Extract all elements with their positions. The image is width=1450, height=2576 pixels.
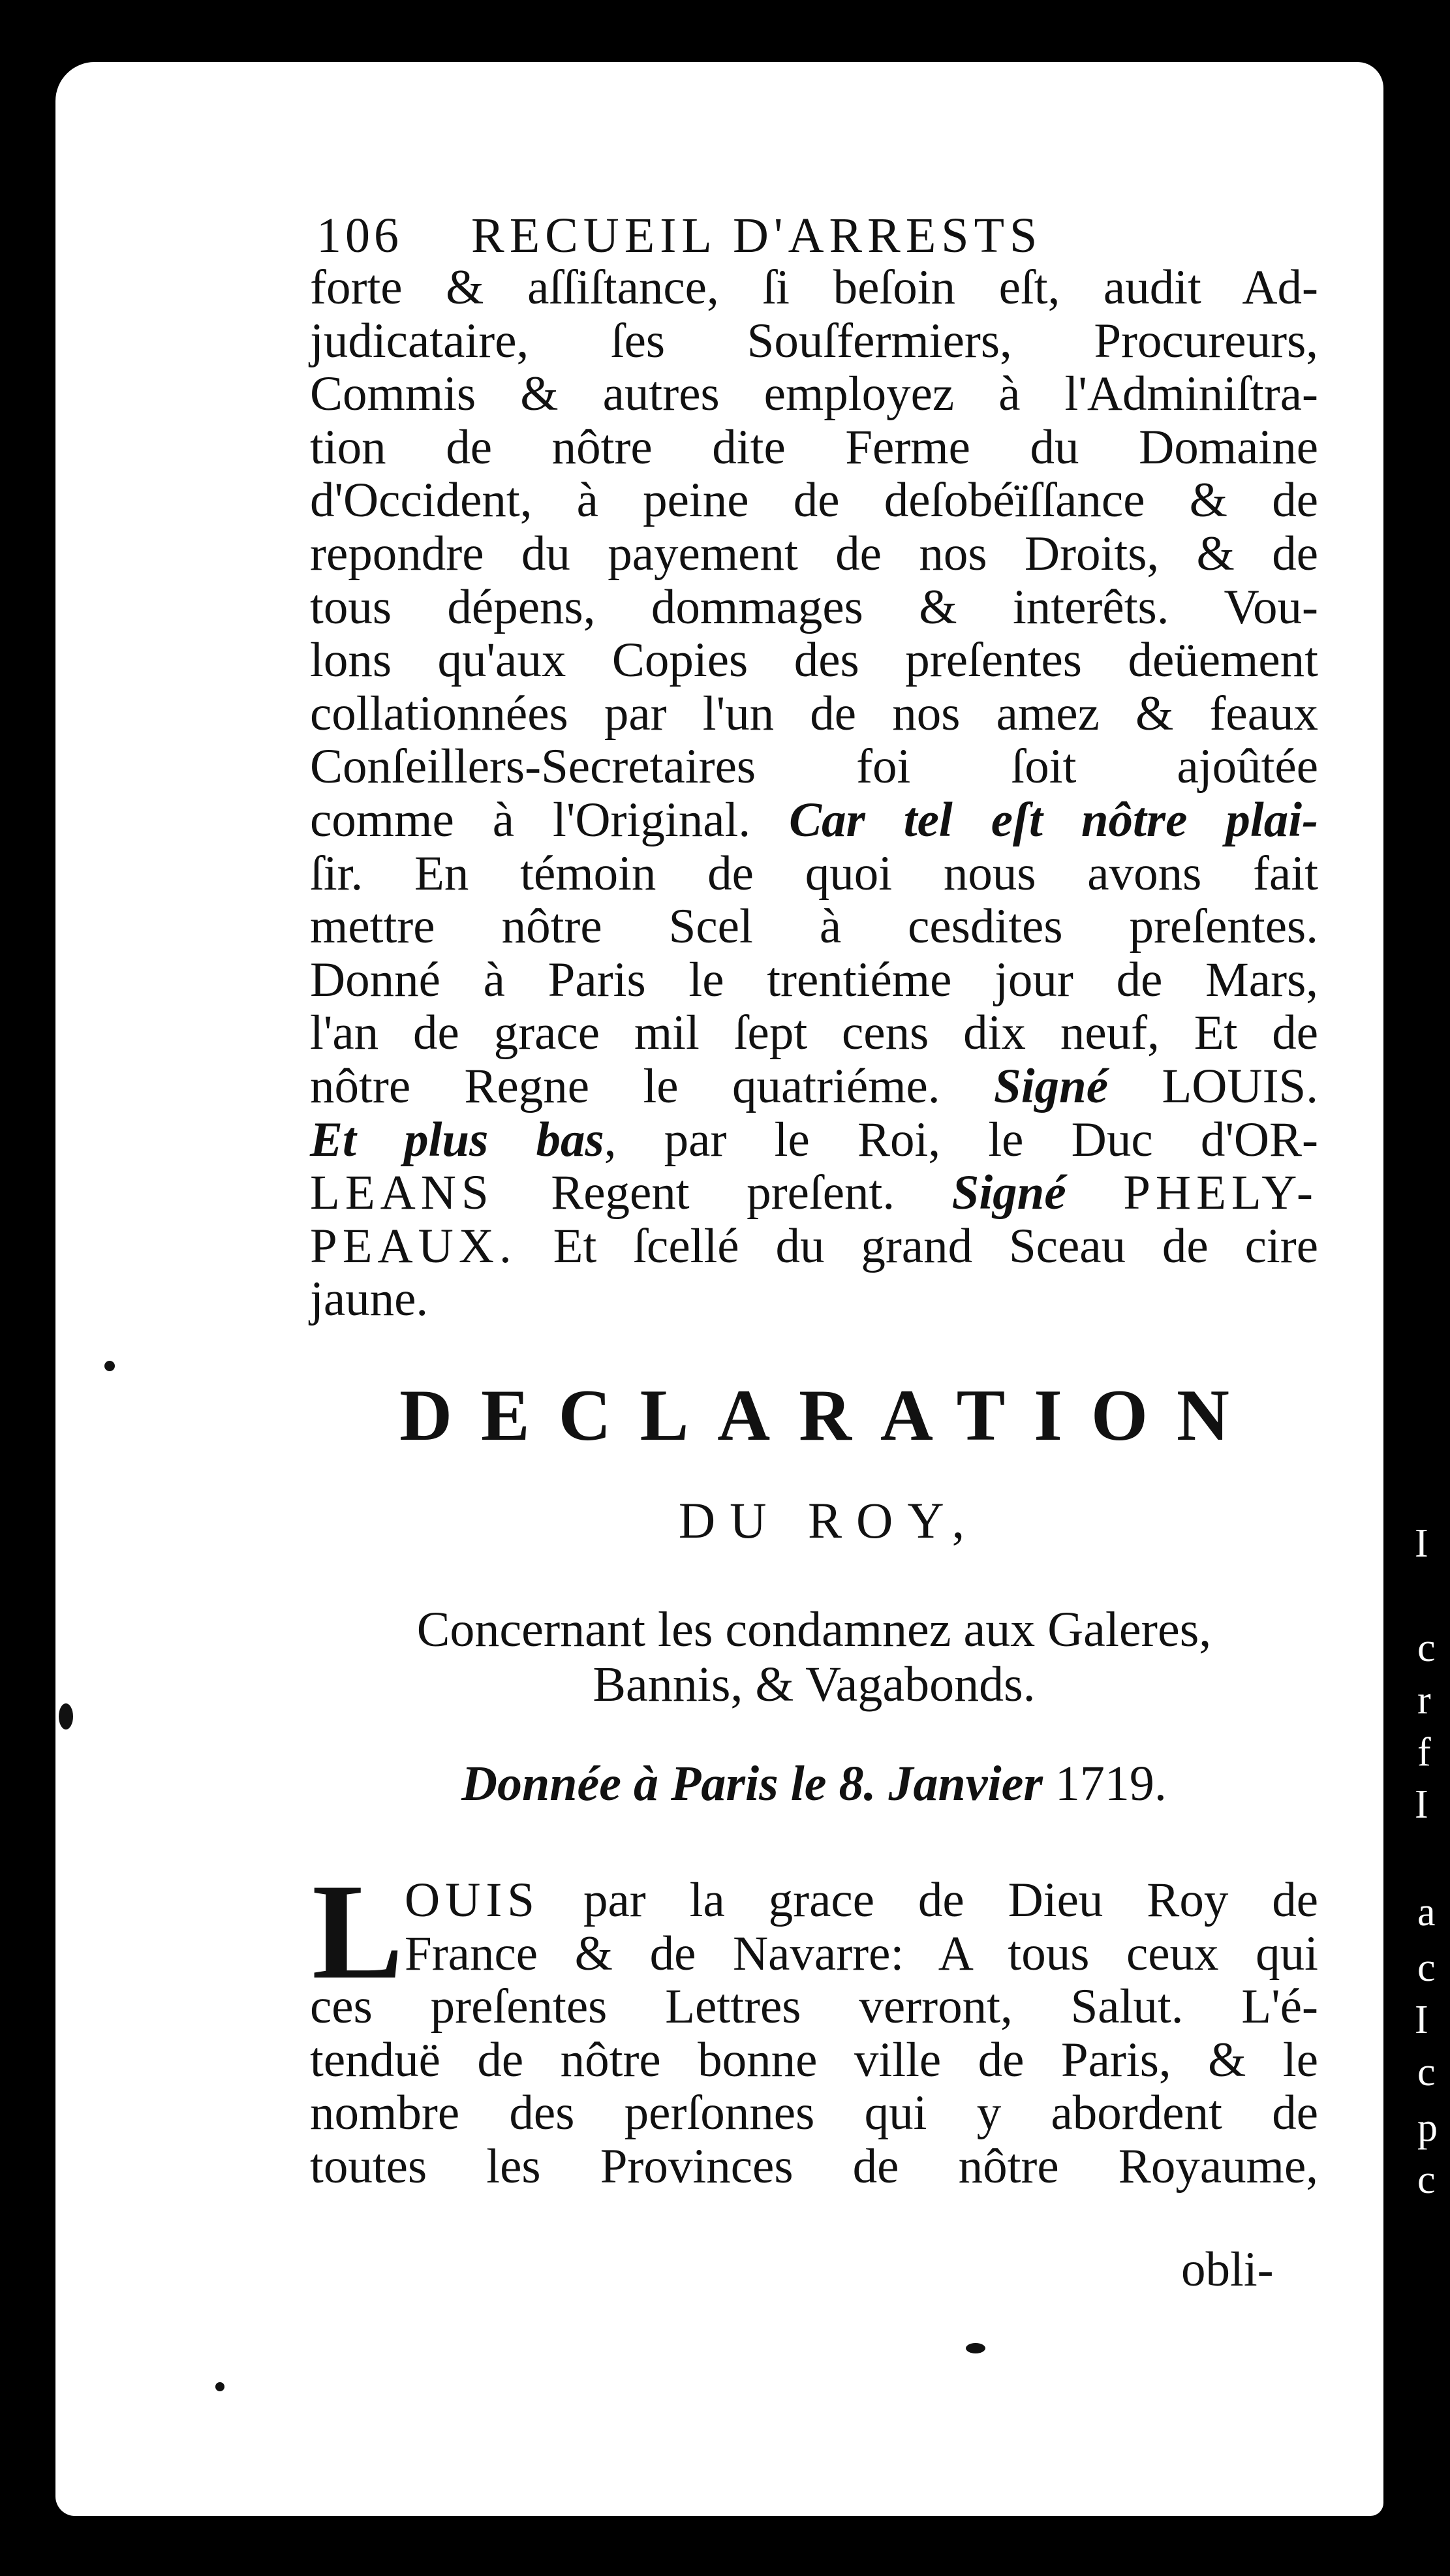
text-line: repondre du payement de nos Droits, & de — [310, 526, 1318, 581]
text-line: d'Occident, à peine de deſobéïſſance & de — [310, 473, 1318, 528]
text-line: tous dépens, dommages & interêts. Vou- — [310, 580, 1318, 634]
declaration-title: DECLARATION — [399, 1375, 1258, 1456]
text-line: Et plus bas, par le Roi, le Duc d'OR- — [310, 1112, 1318, 1167]
text-line: ſir. En témoin de quoi nous avons fait — [310, 846, 1318, 901]
text-line: forte & aſſiſtance, ſi beſoin eſt, audit Ad- — [310, 260, 1318, 315]
facing-page-letter: p — [1417, 2105, 1438, 2150]
facing-page-letter: I — [1415, 1782, 1428, 1827]
catchword: obli- — [1181, 2242, 1274, 2297]
text-line: lons qu'aux Copies des preſentes deüement — [310, 633, 1318, 688]
text-line: LEANS Regent preſent. Signé PHELY- — [310, 1166, 1319, 1220]
facing-page-letter: c — [1417, 1946, 1436, 1990]
text-line: nôtre Regne le quatriéme. Signé LOUIS. — [310, 1059, 1319, 1113]
text-line: jaune. — [310, 1272, 429, 1327]
text-line: mettre nôtre Scel à cesdites preſentes. — [310, 899, 1318, 954]
facing-page-letter: r — [1417, 1678, 1431, 1722]
page-number: 106 — [316, 208, 403, 263]
ink-spot — [215, 2382, 224, 2391]
text-line: France & de Navarre: A tous ceux qui — [405, 1926, 1318, 1981]
facing-page-letter: f — [1417, 1730, 1431, 1775]
ink-spot — [966, 2343, 985, 2353]
text-line: tion de nôtre dite Ferme du Domaine — [310, 420, 1318, 474]
text-line: Commis & autres employez à l'Adminiſtra- — [310, 367, 1318, 422]
subject-line: Bannis, & Vagabonds. — [593, 1657, 1036, 1712]
subject-heading — [310, 1602, 1318, 1712]
facing-page-letter: I — [1415, 1521, 1428, 1566]
text-line: toutes les Provinces de nôtre Royaume, — [310, 2139, 1318, 2194]
facing-page-letter: I — [1415, 1998, 1428, 2042]
text-line: PEAUX. Et ſcellé du grand Sceau de cire — [310, 1218, 1318, 1273]
date-line — [310, 1756, 1318, 1812]
ink-spot — [104, 1361, 115, 1371]
facing-page-letter: c — [1417, 2158, 1436, 2202]
text-line: OUIS par la grace de Dieu Roy de — [405, 1873, 1319, 1927]
text-line: Donné à Paris le trentiéme jour de Mars, — [310, 952, 1318, 1007]
running-title: RECUEIL D'ARRESTS — [471, 208, 1043, 263]
italic-phrase: Car tel eſt nôtre plai- — [789, 792, 1319, 847]
declaration-subtitle: DU ROY, — [678, 1492, 980, 1549]
continued-text — [310, 261, 1318, 1326]
text-line: judicataire, ſes Souſfermiers, Procureurs, — [310, 313, 1318, 368]
text-line: collationnées par l'un de nos amez & feaux — [310, 686, 1318, 741]
text-line: tenduë de nôtre bonne ville de Paris, & le — [310, 2032, 1318, 2087]
subject-line: Concernant les condamnez aux Galeres, — [416, 1602, 1212, 1657]
facing-page-letter: c — [1417, 1626, 1436, 1670]
ink-spot — [59, 1703, 73, 1730]
date-year: 1719. — [1055, 1756, 1167, 1811]
text-line: Conſeillers-Secretaires foi ſoit ajoûtée — [310, 739, 1318, 794]
paragraph — [310, 1873, 1318, 2193]
drop-cap: L — [312, 1856, 404, 2008]
facing-page-letter: a — [1417, 1890, 1436, 1934]
date-text: Donnée à Paris le 8. Janvier — [461, 1756, 1043, 1811]
text-line: ces preſentes Lettres verront, Salut. L'é- — [310, 1979, 1318, 2034]
facing-page-letter: c — [1417, 2050, 1436, 2094]
running-head — [316, 208, 1168, 264]
text-line: l'an de grace mil ſept cens dix neuf, Et de — [310, 1006, 1318, 1061]
text-line: nombre des perſonnes qui y abordent de — [310, 2086, 1318, 2141]
text-line: comme à l'Original. Car tel eſt nôtre plai- — [310, 792, 1319, 847]
